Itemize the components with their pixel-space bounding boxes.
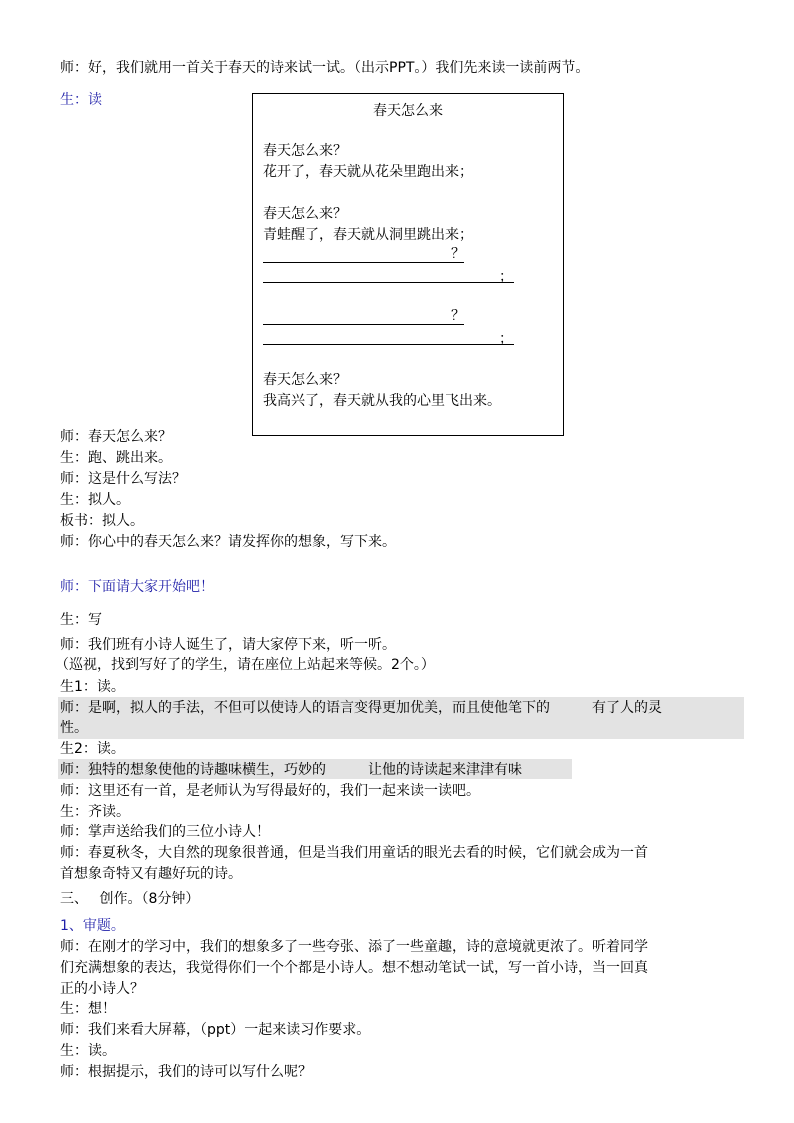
blank-line: [263, 262, 464, 263]
text-line: 生：写: [60, 612, 102, 628]
text-line: 师：根据提示，我们的诗可以写什么呢？: [60, 1064, 312, 1080]
section-heading: 三、 创作。（8分钟）: [60, 891, 200, 907]
poem-box: [252, 93, 564, 436]
text-line: 师：春夏秋冬，大自然的现象很普通，但是当我们用童话的眼光去看的时候，它们就会成为一首: [60, 845, 648, 861]
poem-line: 春天怎么来？: [263, 372, 347, 388]
text-line: 师：好，我们就用一首关于春天的诗来试一试。（出示PPT。）我们先来读一读前两节。: [60, 60, 590, 76]
subsection-heading: 1、审题。: [60, 918, 125, 934]
poem-line: 花开了，春天就从花朵里跑出来；: [263, 164, 473, 180]
text-line: 生：拟人。: [60, 492, 130, 508]
blank-semicolon: ；: [499, 269, 513, 285]
text-line: 师：这是什么写法？: [60, 471, 186, 487]
text-line: 生：跑、跳出来。: [60, 450, 172, 466]
poem-line: 春天怎么来？: [263, 206, 347, 222]
text-line: 正的小诗人？: [60, 981, 144, 997]
text-line: 师：在刚才的学习中，我们的想象多了一些夸张、添了一些童趣，诗的意境就更浓了。听着同学: [60, 939, 648, 955]
blank-semicolon: ；: [499, 331, 513, 347]
text-line: 师：我们班有小诗人诞生了，请大家停下来，听一听。: [60, 637, 396, 653]
text-line: （巡视，找到写好了的学生，请在座位上站起来等候。2个。）: [55, 657, 435, 673]
text-line: 师：是啊，拟人的手法，不但可以使诗人的语言变得更加优美，而且使他笔下的 有了人的灵: [60, 700, 662, 716]
poem-line: 青蛙醒了，春天就从洞里跳出来；: [263, 227, 473, 243]
text-line: 生：读: [60, 92, 102, 108]
text-line: 师：这里还有一首，是老师认为写得最好的，我们一起来读一读吧。: [60, 783, 480, 799]
text-line: 生2：读。: [60, 741, 125, 757]
blank-line: [263, 324, 464, 325]
blank-question-mark: ？: [451, 246, 465, 262]
text-line: 师：春天怎么来？: [60, 429, 172, 445]
text-line: 性。: [60, 720, 88, 736]
text-line: 生：读。: [60, 1043, 116, 1059]
text-line: 师：掌声送给我们的三位小诗人！: [60, 824, 270, 840]
text-line: 师：我们来看大屏幕，（ppt）一起来读习作要求。: [60, 1022, 371, 1038]
blank-question-mark: ？: [451, 308, 465, 324]
text-line: 生1：读。: [60, 679, 125, 695]
text-line: 板书：拟人。: [60, 513, 144, 529]
text-line: 生：想！: [60, 1001, 116, 1017]
poem-line: 我高兴了，春天就从我的心里飞出来。: [263, 393, 501, 409]
text-line: 们充满想象的表达，我觉得你们一个个都是小诗人。想不想动笔试一试，写一首小诗，当一回真: [60, 960, 648, 976]
text-line: 师：独特的想象使他的诗趣味横生，巧妙的 让他的诗读起来津津有味: [60, 762, 522, 778]
blank-line: [263, 282, 514, 283]
text-line: 生：齐读。: [60, 804, 130, 820]
text-line: 师：你心中的春天怎么来？请发挥你的想象，写下来。: [60, 534, 396, 550]
text-line: 首想象奇特又有趣好玩的诗。: [60, 866, 242, 882]
text-line: 师：下面请大家开始吧！: [60, 579, 214, 595]
poem-title: 春天怎么来: [373, 103, 443, 119]
blank-line: [263, 344, 514, 345]
poem-line: 春天怎么来？: [263, 143, 347, 159]
